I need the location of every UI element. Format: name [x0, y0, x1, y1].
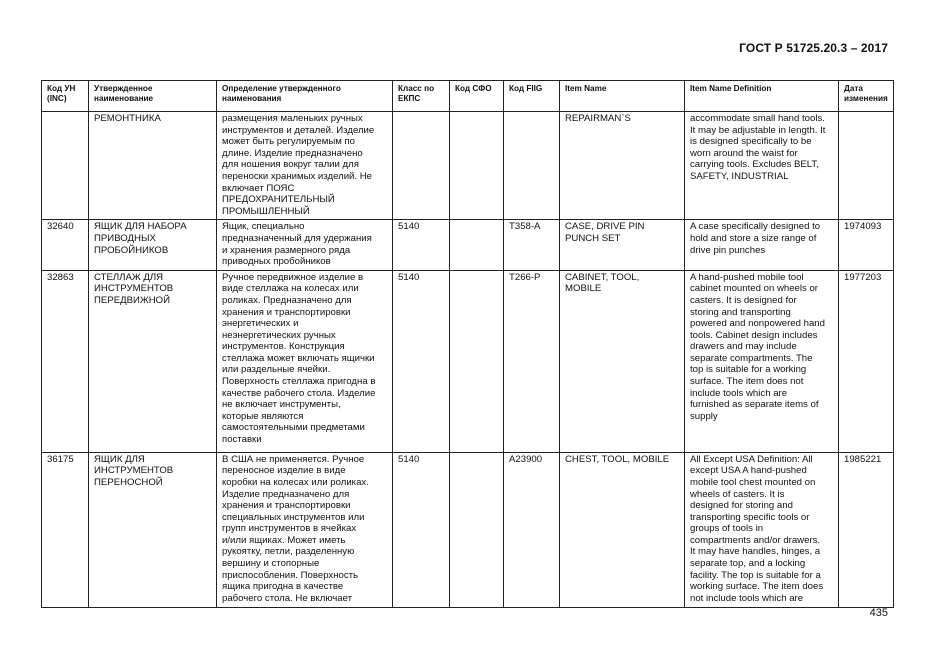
cell-sfo — [450, 220, 504, 270]
cell-inc: 32640 — [42, 220, 89, 270]
cell-approved-definition: Ящик, специально предназначенный для удержания и хранения размерного ряда приводных пробойников — [217, 220, 393, 270]
cell-item-definition: accommodate small hand tools. It may be adjustable in length. It is designed specifically to be worn around the waist for carrying tools. Excludes BELT, SAFETY, INDUSTRIAL — [685, 112, 839, 220]
header-approved-name: Утвержденное наименование — [89, 81, 217, 112]
cell-change-date — [839, 112, 894, 220]
table-row — [42, 112, 894, 220]
cell-sfo — [450, 452, 504, 607]
cell-approved-definition: Ручное передвижное изделие в виде стеллажа на колесах или роликах. Предназначено для хранения и транспортировки энергетических и неэнергетических ручных инструментов. Конструкция стеллажа может включать ящички или раздельные ячейки. Поверхность стеллажа пригодна в качестве рабочего стола. Изделие не включает инструменты, которые являются самостоятельными предметами поставки — [217, 270, 393, 452]
cell-fiig: A23900 — [504, 452, 560, 607]
cell-approved-definition: размещения маленьких ручных инструментов и деталей. Изделие может быть регулируемым по длине. Изделие предназначено для ношения вокруг талии для переноски хранимых изделий. Не включает ПОЯС ПРЕДОХРАНИТЕЛЬНЫЙ ПРОМЫШЛЕННЫЙ — [217, 112, 393, 220]
cell-item-name: CHEST, TOOL, MOBILE — [560, 452, 685, 607]
cell-class: 5140 — [393, 270, 450, 452]
cell-item-definition: A hand-pushed mobile tool cabinet mounted on wheels or casters. It is designed for storing and transporting powered and nonpowered hand tools. Cabinet design includes drawers and may include separate compartments. The top is suitable for a working surface. The item does not include tools which are furnished as separate items of supply — [685, 270, 839, 452]
header-class: Класс по ЕКПС — [393, 81, 450, 112]
cell-item-name: CABINET, TOOL, MOBILE — [560, 270, 685, 452]
cell-sfo — [450, 270, 504, 452]
cell-class — [393, 112, 450, 220]
cell-class: 5140 — [393, 452, 450, 607]
header-fiig: Код FIIG — [504, 81, 560, 112]
cell-approved-name: СТЕЛЛАЖ ДЛЯ ИНСТРУМЕНТОВ ПЕРЕДВИЖНОЙ — [89, 270, 217, 452]
cell-fiig — [504, 112, 560, 220]
cell-inc: 32863 — [42, 270, 89, 452]
cell-change-date: 1974093 — [839, 220, 894, 270]
cell-fiig: T266-P — [504, 270, 560, 452]
page-number: 435 — [869, 607, 888, 619]
table-row — [42, 220, 894, 270]
cell-inc — [42, 112, 89, 220]
header-approved-definition: Определение утвержденного наименования — [217, 81, 393, 112]
cell-item-name: REPAIRMAN`S — [560, 112, 685, 220]
cell-item-name: CASE, DRIVE PIN PUNCH SET — [560, 220, 685, 270]
cell-approved-name: ЯЩИК ДЛЯ ИНСТРУМЕНТОВ ПЕРЕНОСНОЙ — [89, 452, 217, 607]
cell-change-date: 1977203 — [839, 270, 894, 452]
cell-change-date: 1985221 — [839, 452, 894, 607]
header-item-name: Item Name — [560, 81, 685, 112]
document-standard-header: ГОСТ Р 51725.20.3 – 2017 — [739, 41, 888, 55]
header-change-date: Дата изменения — [839, 81, 894, 112]
cell-class: 5140 — [393, 220, 450, 270]
header-inc: Код УН (INC) — [42, 81, 89, 112]
header-sfo: Код СФО — [450, 81, 504, 112]
header-item-definition: Item Name Definition — [685, 81, 839, 112]
table-row — [42, 270, 894, 452]
cell-sfo — [450, 112, 504, 220]
table-row — [42, 452, 894, 607]
cell-approved-definition: В США не применяется. Ручное переносное изделие в виде коробки на колесах или роликах. Изделие предназначено для хранения и транспортировки специальных инструментов или групп инструментов в ячейках и/или ящиках. Может иметь рукоятку, петли, разделенную вершину и стопорные приспособления. Поверхность ящика пригодна в качестве рабочего стола. Не включает — [217, 452, 393, 607]
item-register-table — [41, 80, 894, 608]
cell-approved-name: ЯЩИК ДЛЯ НАБОРА ПРИВОДНЫХ ПРОБОЙНИКОВ — [89, 220, 217, 270]
cell-inc: 36175 — [42, 452, 89, 607]
cell-item-definition: A case specifically designed to hold and store a size range of drive pin punches — [685, 220, 839, 270]
cell-approved-name: РЕМОНТНИКА — [89, 112, 217, 220]
cell-fiig: T358-A — [504, 220, 560, 270]
cell-item-definition: All Except USA Definition: All except USA A hand-pushed mobile tool chest mounted on wheels of casters. It is designed for storing and transporting specific tools or groups of tools in compartments and/or drawers. It may have handles, hinges, a separate top, and a locking facility. The top is suitable for a working surface. The item does not include tools which are — [685, 452, 839, 607]
table-header-row — [42, 81, 894, 112]
